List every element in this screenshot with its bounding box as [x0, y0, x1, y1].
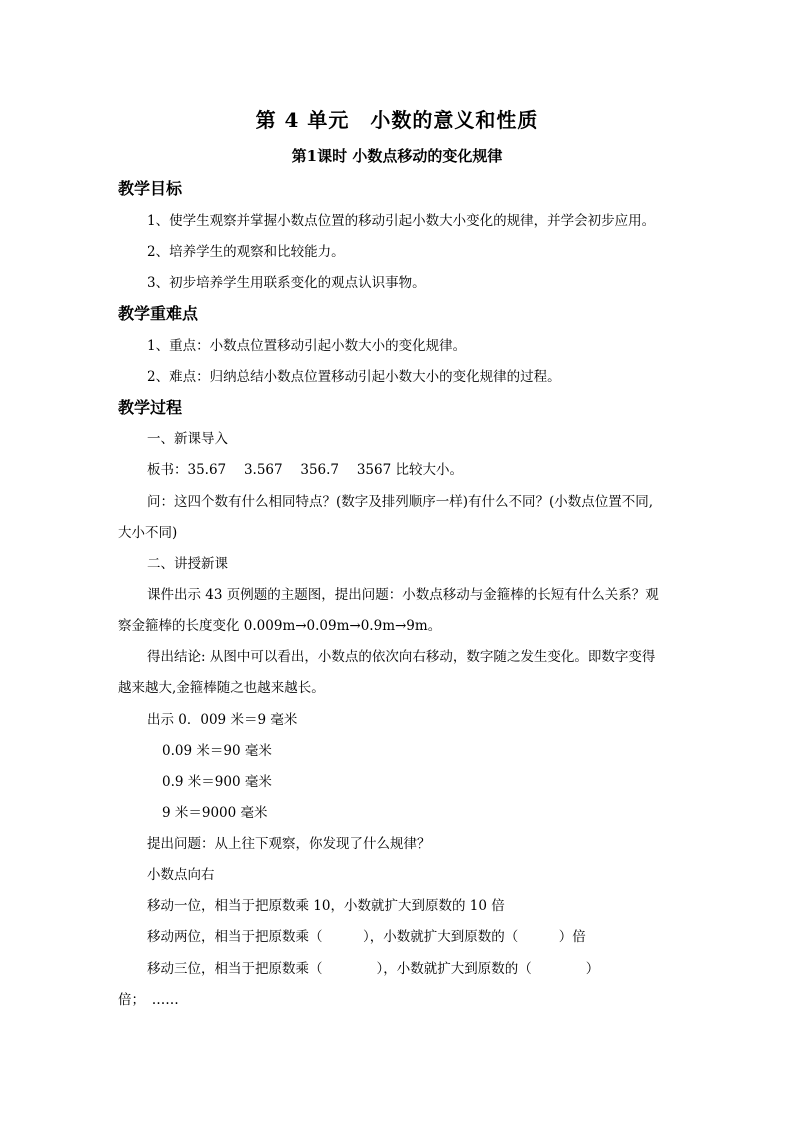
rule-3-end: 倍； ……: [118, 992, 179, 1008]
board-text: 板书：35.67 3.567 356.7 3567 比较大小。: [147, 462, 463, 478]
rule-3: 移动三位，相当于把原数乘（ ），小数就扩大到原数的（ ）: [147, 961, 600, 977]
page-subtitle: 第1课时 小数点移动的变化规律: [291, 147, 503, 165]
objective-item-2: 2、培养学生的观察和比较能力。: [147, 244, 345, 260]
conclusion-line-2: 越来越大,金箍棒随之也越来越长。: [118, 680, 325, 696]
show-equation: 出示 0．009 米＝9 毫米: [147, 712, 298, 728]
conclusion-line-1: 得出结论: 从图中可以看出，小数点的依次向右移动，数字随之发生变化。即数字变得: [147, 649, 656, 665]
rule-2: 移动两位，相当于把原数乘（ ），小数就扩大到原数的（ ）倍: [147, 929, 586, 945]
equation-3: 9 米＝9000 毫米: [162, 805, 268, 821]
page-title: 第 4 单元 小数的意义和性质: [255, 108, 539, 132]
courseware-line-2: 察金箍棒的长度变化 0.009m→0.09m→0.9m→9m。: [118, 618, 442, 634]
heading-process: 教学过程: [118, 398, 183, 417]
equation-1: 0.09 米＝90 毫米: [162, 743, 272, 759]
objective-item-3: 3、初步培养学生用联系变化的观点认识事物。: [147, 275, 426, 291]
process-part-1: 一、新课导入: [147, 431, 228, 447]
equation-2: 0.9 米＝900 毫米: [162, 774, 272, 790]
ask-question: 提出问题：从上往下观察，你发现了什么规律？: [147, 836, 431, 852]
key-point-2: 2、难点：归纳总结小数点位置移动引起小数大小的变化规律的过程。: [147, 369, 561, 385]
rule-heading: 小数点向右: [147, 867, 215, 883]
objective-item-1: 1、使学生观察并掌握小数点位置的移动引起小数大小变化的规律，并学会初步应用。: [147, 213, 656, 229]
question-line-1: 问：这四个数有什么相同特点？(数字及排列顺序一样)有什么不同？(小数点位置不同,: [147, 494, 654, 510]
process-part-2: 二、讲授新课: [147, 556, 228, 572]
key-point-1: 1、重点：小数点位置移动引起小数大小的变化规律。: [147, 338, 467, 354]
heading-objectives: 教学目标: [118, 179, 183, 198]
question-line-2: 大小不同): [118, 525, 178, 541]
courseware-line-1: 课件出示 43 页例题的主题图，提出问题：小数点移动与金箍棒的长短有什么关系？观: [147, 587, 659, 603]
heading-key-points: 教学重难点: [118, 304, 199, 323]
rule-1: 移动一位，相当于把原数乘 10，小数就扩大到原数的 10 倍: [147, 898, 505, 914]
